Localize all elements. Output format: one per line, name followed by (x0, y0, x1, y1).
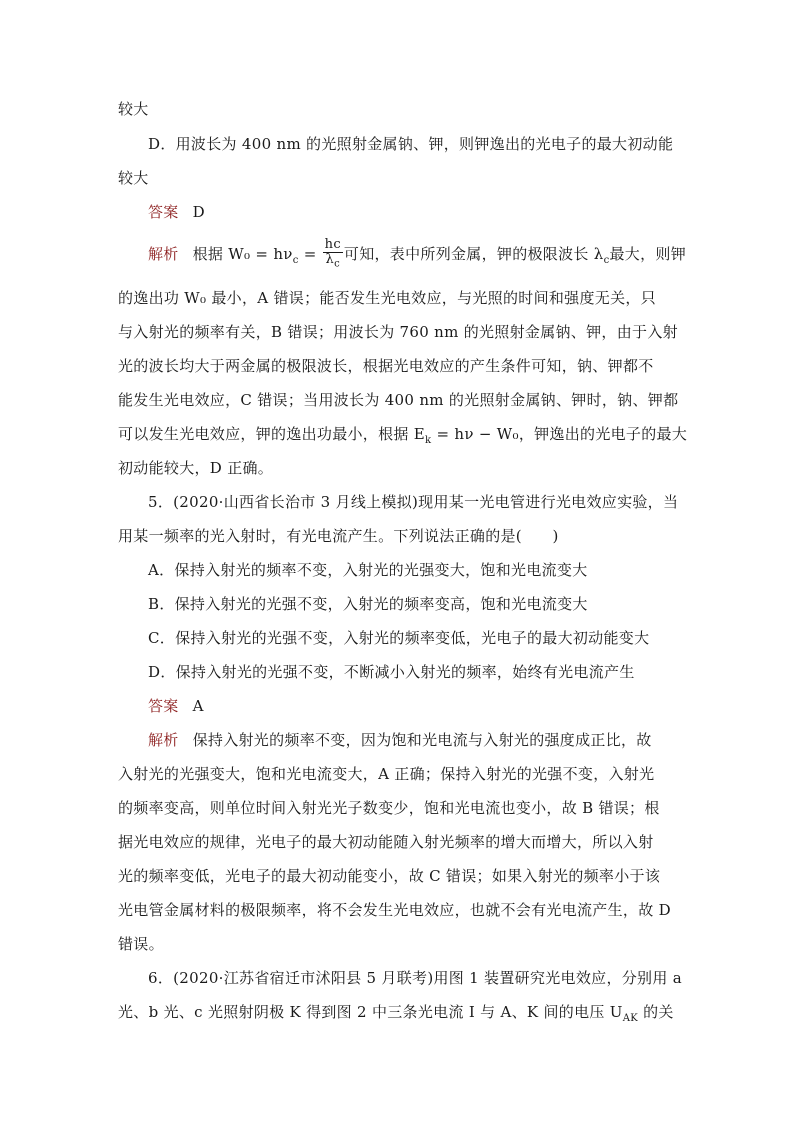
question-6-line-1 (148, 967, 718, 989)
text: 的频率变高，则单位时间入射光光子数变少，饱和光电流也变小，故 B 错误；根 (118, 799, 660, 817)
text: 可以发生光电效应，钾的逸出功最小，根据 E (118, 425, 426, 443)
text: = hν − W₀，钾逸出的光电子的最大 (431, 425, 688, 443)
explanation-4-line-2 (118, 287, 688, 309)
text: 最大，则钾 (609, 244, 687, 263)
explanation-4-line-1: 解析 根据 $W_0 = h\nu_c$ = $\frac{hc}{\lambda_c}$ 可知，表中所列金属，钾的极限波长 $\lambda_c$最大，则钾 (148, 237, 687, 270)
explanation-5-line-5 (118, 865, 688, 887)
question-text: 5．(2020·山西省长治市 3 月线上模拟)现用某一光电管进行光电效应实验，当 (148, 493, 679, 511)
text: 根据 (192, 244, 224, 263)
question-text: 的关 (638, 1003, 674, 1021)
subscript: AK (622, 1013, 639, 1024)
question-text: 光、b 光、c 光照射阴极 K 得到图 2 中三条光电流 I 与 A、K 间的电压 U (118, 1003, 623, 1021)
option-d-text: D．用波长为 400 nm 的光照射金属钠、钾，则钾逸出的光电子的最大初动能 (148, 135, 674, 153)
answer-value: A (192, 697, 204, 715)
question-5-line-2 (118, 525, 688, 547)
question-6-line-2 (118, 1001, 688, 1030)
option-c (148, 627, 718, 649)
explanation-5-line-7 (118, 933, 688, 955)
fraction-denominator: $\lambda_c$ (325, 252, 340, 270)
answer-4 (148, 201, 718, 223)
answer-label: 答案 (148, 697, 179, 715)
text: 能发生光电效应，C 错误；当用波长为 400 nm 的光照射金属钠、钾时，钠、钾都 (118, 391, 679, 409)
explanation-4-line-7 (118, 457, 688, 479)
option-d-line-2 (118, 167, 688, 189)
explanation-5-line-2 (118, 763, 688, 785)
text: 较大 (118, 100, 149, 118)
option-text: D．保持入射光的光强不变，不断减小入射光的频率，始终有光电流产生 (148, 663, 635, 681)
answer-5 (148, 695, 718, 717)
option-d (148, 661, 718, 683)
text: 初动能较大，D 正确。 (118, 459, 274, 477)
explanation-4-line-6: 可以发生光电效应，钾的逸出功最小，根据 $E_k = h\nu - W_0$，钾逸出的光电子的最大 (118, 425, 688, 446)
text: 错误。 (118, 935, 164, 953)
explanation-4-line-5 (118, 389, 688, 411)
question-text: 用某一频率的光入射时，有光电流产生。下列说法正确的是( ) (118, 527, 559, 545)
text: 光的波长均大于两金属的极限波长，根据光电效应的产生条件可知，钠、钾都不 (118, 357, 654, 375)
fraction-numerator: hc (324, 237, 341, 252)
explanation-label: 解析 (148, 731, 179, 749)
question-text: 6．(2020·江苏省宿迁市沭阳县 5 月联考)用图 1 装置研究光电效应，分别用 a (148, 969, 682, 987)
answer-label: 答案 (148, 203, 179, 221)
text: 据光电效应的规律，光电子的最大初动能随入射光频率的增大而增大，所以入射 (118, 833, 654, 851)
text: 光电管金属材料的极限频率，将不会发生光电效应，也就不会有光电流产生，故 D (118, 901, 671, 919)
option-text: B．保持入射光的光强不变，入射光的频率变高，饱和光电流变大 (148, 595, 588, 613)
option-text: C．保持入射光的光强不变，入射光的频率变低，光电子的最大初动能变大 (148, 629, 650, 647)
explanation-5-line-6 (118, 899, 688, 921)
option-text: A．保持入射光的频率不变，入射光的光强变大，饱和光电流变大 (148, 561, 588, 579)
text: 可知，表中所列金属，钾的极限波长 λ (343, 244, 604, 263)
text: 保持入射光的频率不变，因为饱和光电流与入射光的强度成正比，故 (192, 731, 652, 749)
explanation-5-line-3 (118, 797, 688, 819)
fraction (323, 238, 343, 272)
option-a (148, 559, 718, 581)
text: 与入射光的频率有关，B 错误；用波长为 760 nm 的光照射金属钠、钾，由于入射 (118, 323, 678, 341)
explanation-4-line-3 (118, 321, 688, 343)
option-d-text-2: 较大 (118, 169, 149, 187)
text: 光的频率变低，光电子的最大初动能变小，故 C 错误；如果入射光的频率小于该 (118, 867, 661, 885)
question-5-line-1 (148, 491, 718, 513)
text-line (118, 98, 688, 120)
option-d-line (148, 133, 718, 155)
text: 的逸出功 W₀ 最小，A 错误；能否发生光电效应，与光照的时间和强度无关，只 (118, 289, 656, 307)
option-b (148, 593, 718, 615)
text: 入射光的光强变大，饱和光电流变大，A 正确；保持入射光的光强不变，入射光 (118, 765, 655, 783)
explanation-5-line-1 (148, 729, 718, 751)
explanation-label: 解析 (148, 244, 179, 263)
explanation-5-line-4 (118, 831, 688, 853)
answer-value: D (192, 203, 205, 221)
explanation-4-line-4 (118, 355, 688, 377)
formula: W₀ = hν (228, 244, 293, 263)
